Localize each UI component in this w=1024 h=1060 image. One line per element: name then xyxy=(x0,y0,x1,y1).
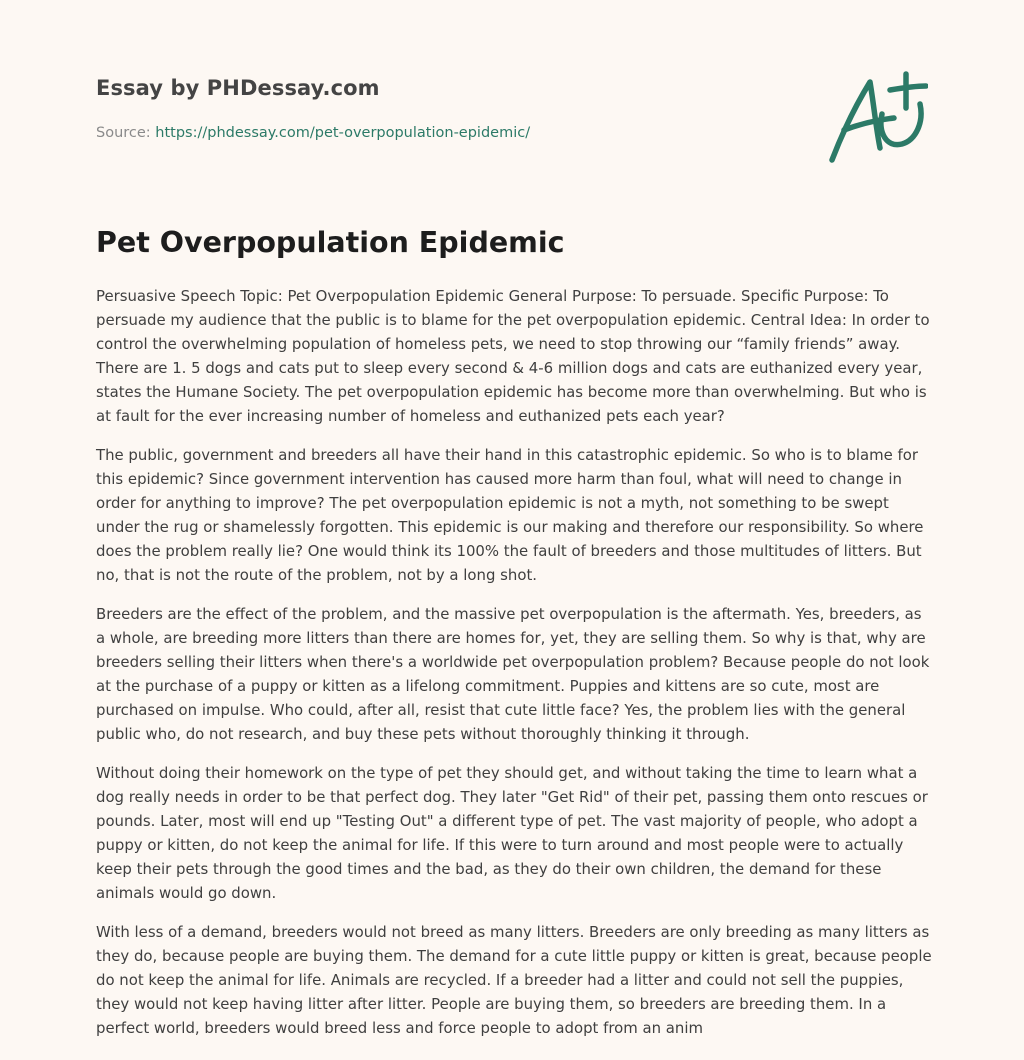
essay-header xyxy=(96,76,928,176)
paragraph: Without doing their homework on the type of pet they should get, and without taking the time to learn what a dog really needs in order to be that perfect dog. They later "Get Rid" of their pet, passing them onto rescues or pounds. Later, most will end up "Testing Out" a different type of pet. The vast majority of people, who adopt a puppy or kitten, do not keep the animal for life. If this were to turn around and most people were to actually keep their pets through the good times and the bad, as they do their own children, the demand for these animals would go down. xyxy=(96,764,928,902)
essay-body xyxy=(96,284,932,1055)
site-brand: Essay by PHDessay.com xyxy=(96,76,380,100)
paragraph: With less of a demand, breeders would not breed as many litters. Breeders are only breeding as many litters as they do, because people are buying them. The demand for a cute little puppy or kitten is great, because people do not keep the animal for life. Animals are recycled. If a breeder had a litter and could not sell the puppies, they would not keep having litter after litter. People are buying them, so breeders are breeding them. In a perfect world, breeders would breed less and force people to adopt from an anim xyxy=(96,923,932,1037)
source-label: Source: xyxy=(96,125,151,141)
a-plus-icon xyxy=(824,68,928,168)
paragraph: Persuasive Speech Topic: Pet Overpopulation Epidemic General Purpose: To persuade. Specific Purpose: To persuade my audience that the public is to blame for the pet overpopulation epidemic. Central Idea: In order to control the overwhelming population of homeless pets, we need to stop throwing our “family friends” away. There are 1. 5 dogs and cats put to sleep every second & 4-6 million dogs and cats are euthanized every year, states the Humane Society. The pet overpopulation epidemic has become more than overwhelming. But who is at fault for the ever increasing number of homeless and euthanized pets each year? xyxy=(96,287,930,425)
paragraph: Breeders are the effect of the problem, and the massive pet overpopulation is the aftermath. Yes, breeders, as a whole, are breeding more litters than there are homes for, yet, they are selling them. So why is that, why are breeders selling their litters when there's a worldwide pet overpopulation problem? Because people do not look at the purchase of a puppy or kitten as a lifelong commitment. Puppies and kittens are so cute, most are purchased on impulse. Who could, after all, resist that cute little face? Yes, the problem lies with the general public who, do not research, and buy these pets without thoroughly thinking it through. xyxy=(96,605,930,743)
page-title: Pet Overpopulation Epidemic xyxy=(96,226,565,259)
source-link[interactable]: https://phdessay.com/pet-overpopulation-epidemic/ xyxy=(155,125,531,141)
source-line xyxy=(96,125,530,141)
paragraph: The public, government and breeders all have their hand in this catastrophic epidemic. So who is to blame for this epidemic? Since government intervention has caused more harm than foul, what will need to change in order for anything to improve? The pet overpopulation epidemic is not a myth, not something to be swept under the rug or shamelessly forgotten. This epidemic is our making and therefore our responsibility. So where does the problem really lie? One would think its 100% the fault of breeders and those multitudes of litters. But no, that is not the route of the problem, not by a long shot. xyxy=(96,446,924,584)
